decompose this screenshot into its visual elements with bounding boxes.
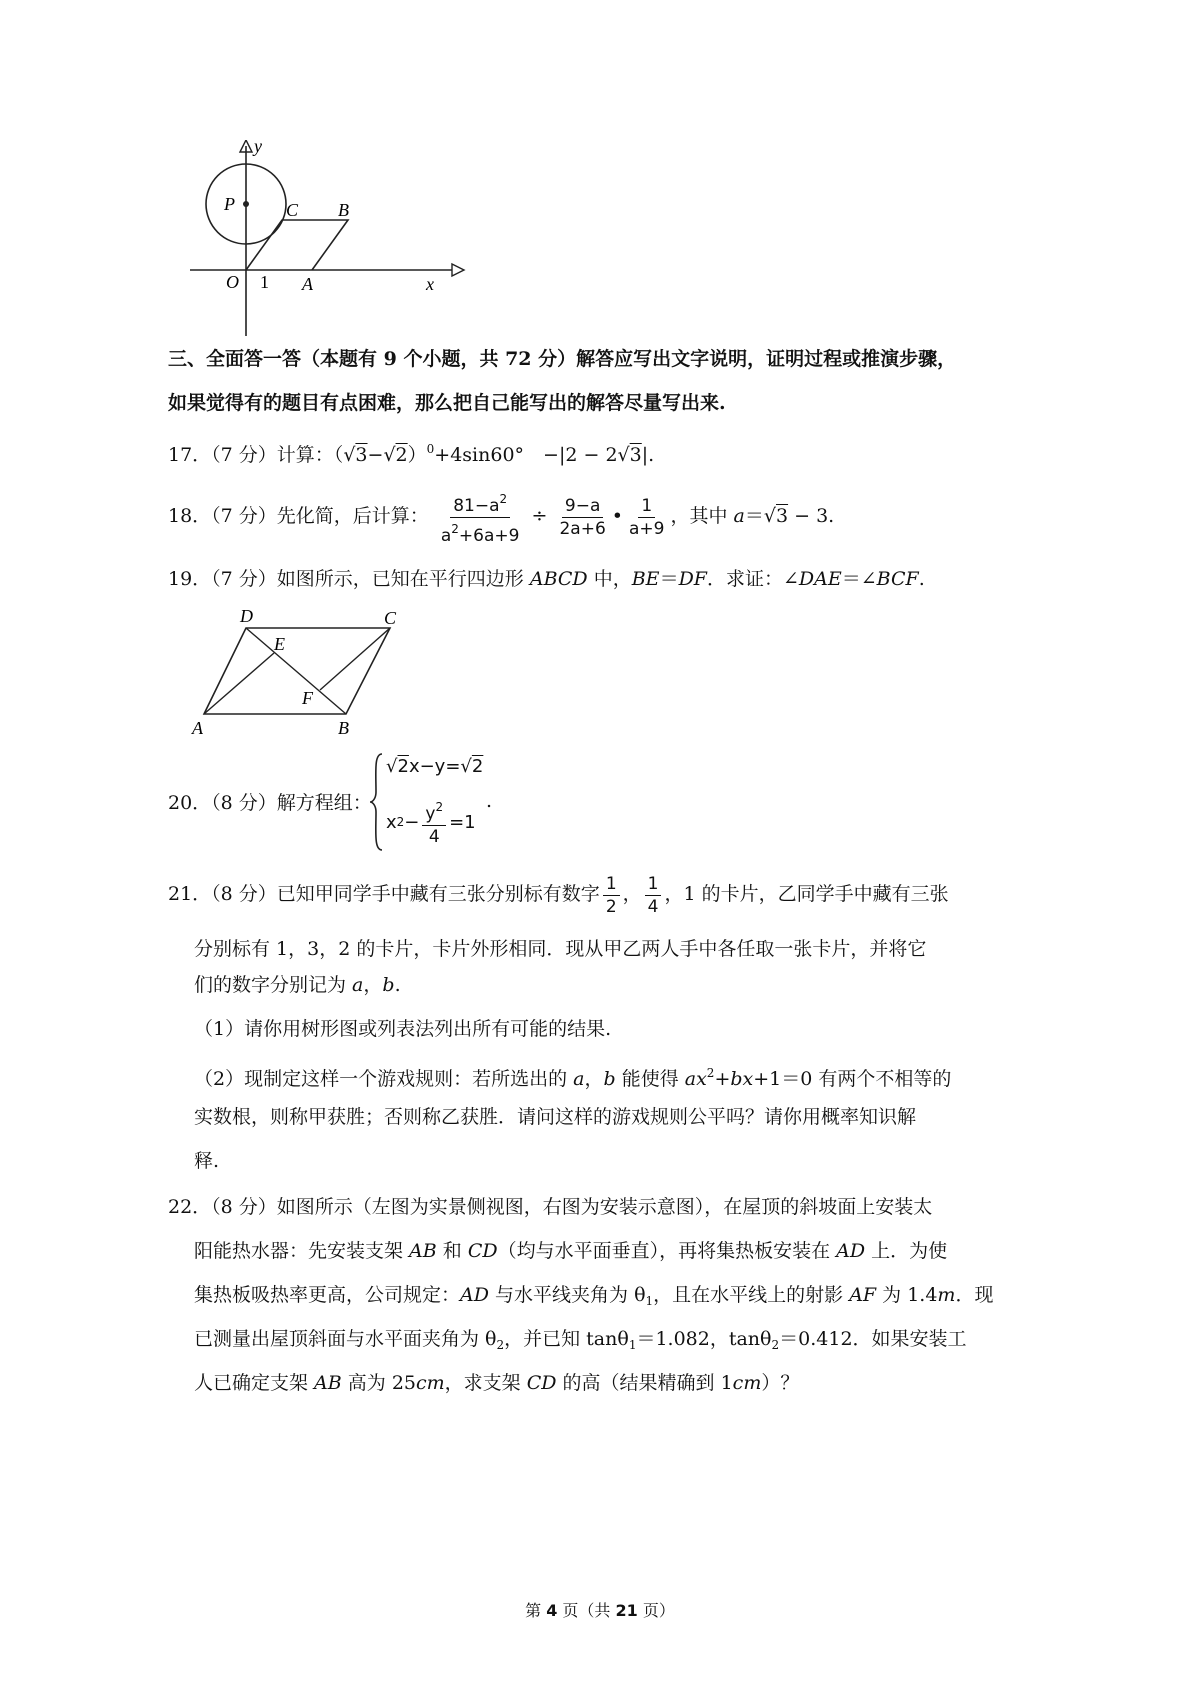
question-21-line1: 21．（8 分）已知甲同学手中藏有三张分别标有数字 $\frac{1}{2}$ ， $\frac{1}{4}$ ，1 的卡片，乙同学手中藏有三张 <box>168 873 949 917</box>
question-22-line4: 已测量出屋顶斜面与水平面夹角为 $\theta_2$，并已知 tanθ$_1$＝1.082，tanθ$_2$＝0.412．如果安装工 <box>194 1328 967 1352</box>
question-21-part2: （2）现制定这样一个游戏规则：若所选出的 a，b 能使得 $ax^2+bx+1=0$ 有两个不相等的 <box>194 1066 952 1090</box>
label-f: F <box>302 688 313 708</box>
label-b2: B <box>338 718 349 738</box>
question-17: 17．（7 分）计算：$(√3-√2)^0+4\sin 60^\circ$ −|2 − 2√3|. <box>168 442 655 466</box>
question-18: 18．（7 分）先化简，后计算： $\frac{81-a^2}{a^2+6a+9}$ ÷ $\frac{9-a}{2a+6}$ • $\frac{1}{a+9}$ ，其中 a＝√3 − 3. <box>168 486 834 547</box>
q18-fraction-3: $\frac{1}{a+9}$ <box>629 495 665 539</box>
page-footer: 第 4 页（共 21 页） <box>525 1601 675 1620</box>
parallelogram-oabc <box>246 220 348 270</box>
q20-eq1: √2x−y=√2 <box>386 756 484 777</box>
parallelogram-figure <box>190 606 410 740</box>
label-x: x <box>426 274 434 294</box>
label-a: A <box>302 274 313 294</box>
segment-cf <box>320 628 390 690</box>
q20-end: . <box>486 790 493 812</box>
question-19: 19．（7 分）如图所示，已知在平行四边形 ABCD 中，BE＝DF．求证：∠DAE＝∠BCF. <box>168 568 925 590</box>
q20-equation-system <box>368 752 498 852</box>
question-21-part2-line3: 释. <box>194 1150 220 1172</box>
section-3-heading-line2: 如果觉得有的题目有点困难，那么把自己能写出的解答尽量写出来. <box>168 392 726 414</box>
q18-fraction-1: $\frac{81-a^2}{a^2+6a+9}$ <box>438 488 523 547</box>
brace-icon <box>368 752 384 852</box>
question-21-line2: 分别标有 1，3，2 的卡片，卡片外形相同．现从甲乙两人手中各任取一张卡片，并将它 <box>194 938 927 960</box>
x-axis-arrow <box>452 264 464 276</box>
label-d: D <box>240 606 253 626</box>
q18-fraction-2: $\frac{9-a}{2a+6}$ <box>559 495 606 539</box>
label-y: y <box>254 140 262 156</box>
question-21-part2-line2: 实数根，则称甲获胜；否则称乙获胜．请问这样的游戏规则公平吗？请你用概率知识解 <box>194 1106 917 1128</box>
question-22-line2: 阳能热水器：先安装支架 AB 和 CD（均与水平面垂直），再将集热板安装在 AD 上．为使 <box>194 1240 948 1262</box>
question-22-line5: 人已确定支架 AB 高为 25cm，求支架 CD 的高（结果精确到 1cm）？ <box>194 1372 800 1394</box>
label-1: 1 <box>260 272 269 292</box>
question-22-line1: 22．（8 分）如图所示（左图为实景侧视图，右图为安装示意图），在屋顶的斜坡面上安装太 <box>168 1196 933 1218</box>
question-21-part1: （1）请你用树形图或列表法列出所有可能的结果. <box>194 1018 612 1040</box>
label-p: P <box>224 194 235 214</box>
label-c2: C <box>384 608 397 628</box>
label-o: O <box>226 272 239 292</box>
question-22-line3: 集热板吸热率更高，公司规定：AD 与水平线夹角为 $\theta_1$，且在水平线上的射影 AF 为 1.4m．现 <box>194 1284 994 1308</box>
question-21-line3: 们的数字分别记为 a，b. <box>194 974 401 996</box>
coordinate-figure <box>190 140 470 340</box>
point-p <box>243 201 249 207</box>
label-e: E <box>274 634 285 654</box>
segment-ae <box>204 653 274 714</box>
label-a2: A <box>192 718 203 738</box>
label-c: C <box>286 200 299 220</box>
label-b: B <box>338 200 349 220</box>
q20-eq2: x 2 − $\frac{y^2}{4}$ =1 <box>386 796 476 848</box>
section-3-heading-line1: 三、全面答一答（本题有 9 个小题，共 72 分）解答应写出文字说明，证明过程或推演步骤， <box>168 348 957 370</box>
question-20-label: 20．（8 分）解方程组： <box>168 792 372 814</box>
segment-db <box>246 628 346 714</box>
